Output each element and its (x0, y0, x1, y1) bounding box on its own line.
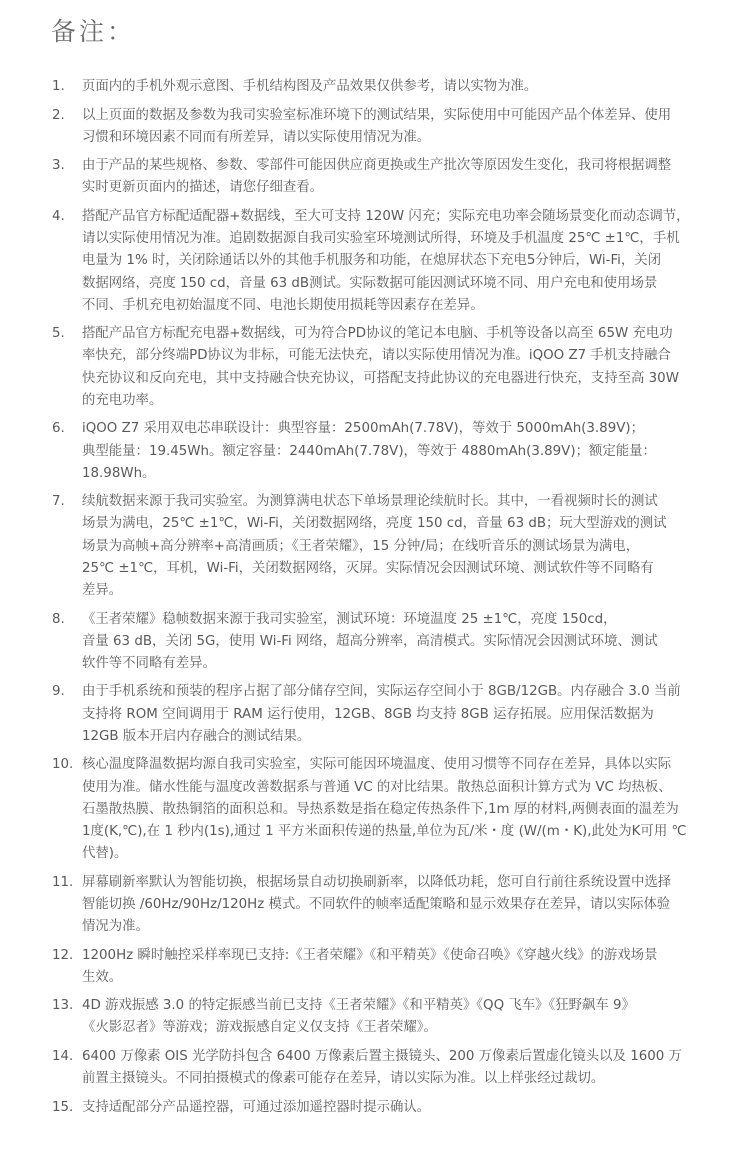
note-item (52, 76, 702, 98)
note-text: 由于手机系统和预装的程序占据了部分储存空间，实际运存空间小于 8GB/12GB。内存融合 3.0 当前 支持将 ROM 空间调用于 RAM 运行使用，12GB、8GB 均支持 8GB 运存拓展。应用保活数据为 12GB 版本开启内存融合的测试结果。 (82, 684, 681, 744)
note-item (52, 1046, 702, 1090)
note-item (52, 872, 702, 939)
note-item (52, 206, 702, 317)
note-text: 4D 游戏振感 3.0 的特定振感当前已支持《王者荣耀》《和平精英》《QQ 飞车》《狂野飙车 9》 《火影忍者》等游戏；游戏振感自定义仅支持《王者荣耀》。 (82, 998, 635, 1036)
note-text: 搭配产品官方标配适配器+数据线，至大可支持 120W 闪充；实际充电功率会随场景变化而动态调节， 请以实际使用情况为准。追剧数据源自我司实验室环境测试所得，环境及手机温度 25℃ ±1℃，手机 电量为 1% 时，关闭除通话以外的其他手机服务和功能，在熄屏状态下充电5分钟后，Wi-Fi，关闭 数据网络，亮度 150 cd，音量 63 dB测试。实际数据可能因测试环境不同、用户充电和使用场景 不同、手机充电初始温度不同、电池长期使用损耗等因素存在差异。 (82, 208, 690, 313)
note-number: 10. (52, 757, 74, 773)
note-text: 1200Hz 瞬时触控采样率现已支持:《王者荣耀》《和平精英》《使命召唤》《穿越火线》的游戏场景 生效。 (82, 947, 658, 985)
note-text: 6400 万像素 OIS 光学防抖包含 6400 万像素后置主摄镜头、200 万像素后置虚化镜头以及 1600 万 前置主摄镜头。不同拍摄模式的像素可能存在差异，请以实际为准。以上样张经过裁切。 (82, 1048, 682, 1087)
note-text: 《王者荣耀》稳帧数据来源于我司实验室，测试环境：环境温度 25 ±1℃，亮度 150cd， 音量 63 dB，关闭 5G，使用 Wi-Fi 网络，超高分辨率，高清模式。实际情况会因测试环境、测试 软件等不同略有差异。 (82, 611, 658, 671)
note-number: 6. (52, 421, 65, 437)
note-text: 续航数据来源于我司实验室。为测算满电状态下单场景理论续航时长。其中，一看视频时长的测试 场景为满电，25℃ ±1℃，Wi-Fi，关闭数据网络，亮度 150 cd，音量 63 dB；玩大型游戏的测试 场景为高帧+高分辨率+高清画质；《王者荣耀》，15 分钟/局；在线听音乐的测试场景为满电， 25℃ ±1℃，耳机，Wi-Fi，关闭数据网络，灭屏。实际情况会因测试环境、测试软件等不同略有 差异。 (82, 494, 667, 599)
note-number: 2. (52, 107, 65, 123)
note-text: 页面内的手机外观示意图、手机结构图及产品效果仅供参考，请以实物为准。 (82, 79, 538, 94)
note-number: 1. (52, 79, 65, 94)
note-item (52, 323, 702, 412)
note-item (52, 155, 702, 199)
note-text: 由于产品的某些规格、参数、零部件可能因供应商更换或生产批次等原因发生变化，我司将根据调整 实时更新页面内的描述，请您仔细查看。 (82, 158, 672, 196)
note-item (52, 491, 702, 602)
note-number: 12. (52, 947, 74, 963)
note-item (52, 105, 702, 149)
page-title: 备注： (51, 17, 136, 46)
note-number: 15. (52, 1099, 74, 1115)
note-item (52, 945, 702, 989)
notes-list (52, 76, 702, 1125)
note-number: 3. (52, 158, 65, 174)
note-item (52, 995, 702, 1039)
note-item (52, 609, 702, 676)
note-number: 14. (52, 1048, 74, 1064)
note-number: 7. (52, 494, 65, 510)
note-number: 11. (52, 874, 74, 890)
note-item (52, 754, 702, 865)
note-text: 搭配产品官方标配充电器+数据线，可为符合PD协议的笔记本电脑、手机等设备以高至 65W 充电功 率快充，部分终端PD协议为非标，可能无法快充，请以实际使用情况为准。iQOO Z7 手机支持融合 快充协议和反向充电，其中支持融合快充协议，可搭配支持此协议的充电器进行快充，支持至高 30W 的充电功率。 (82, 326, 679, 408)
note-text: 支持适配部分产品遥控器，可通过添加遥控器时提示确认。 (82, 1099, 431, 1115)
note-number: 8. (52, 611, 65, 627)
note-text: 以上页面的数据及参数为我司实验室标准环境下的测试结果，实际使用中可能因产品个体差异、使用 习惯和环境因素不同而有所差异，请以实际使用情况为准。 (82, 107, 672, 145)
note-text: 核心温度降温数据均源自我司实验室，实际可能因环境温度、使用习惯等不同存在差异，具体以实际 使用为准。储水性能与温度改善数据系与普通 VC 的对比结果。散热总面积计算方式为 VC 均热板、 石墨散热膜、散热铜箔的面积总和。导热系数是指在稳定传热条件下,1m 厚的材料,两侧表面的温差为 1度(K,℃),在 1 秒内(1s),通过 1 平方米面积传递的热量,单位为瓦/米・度 (W/(m・K),此处为K可用 ℃ 代替)。 (82, 757, 687, 862)
note-number: 9. (52, 684, 65, 700)
note-number: 13. (52, 998, 74, 1014)
note-text: iQOO Z7 采用双电芯串联设计：典型容量：2500mAh(7.78V)，等效于 5000mAh(3.89V)； 典型能量：19.45Wh。额定容量：2440mAh(7.78V)，等效于 4880mAh(3.89V)；额定能量： 18.98Wh。 (82, 421, 656, 481)
note-item (52, 681, 702, 748)
note-item (52, 1097, 702, 1119)
note-item (52, 418, 702, 485)
note-number: 4. (52, 208, 65, 224)
note-number: 5. (52, 326, 65, 342)
note-text: 屏幕刷新率默认为智能切换，根据场景自动切换刷新率，以降低功耗，您可自行前往系统设置中选择 智能切换 /60Hz/90Hz/120Hz 模式。不同软件的帧率适配策略和显示效果存在差异，请以实际体验 情况为准。 (82, 874, 672, 935)
